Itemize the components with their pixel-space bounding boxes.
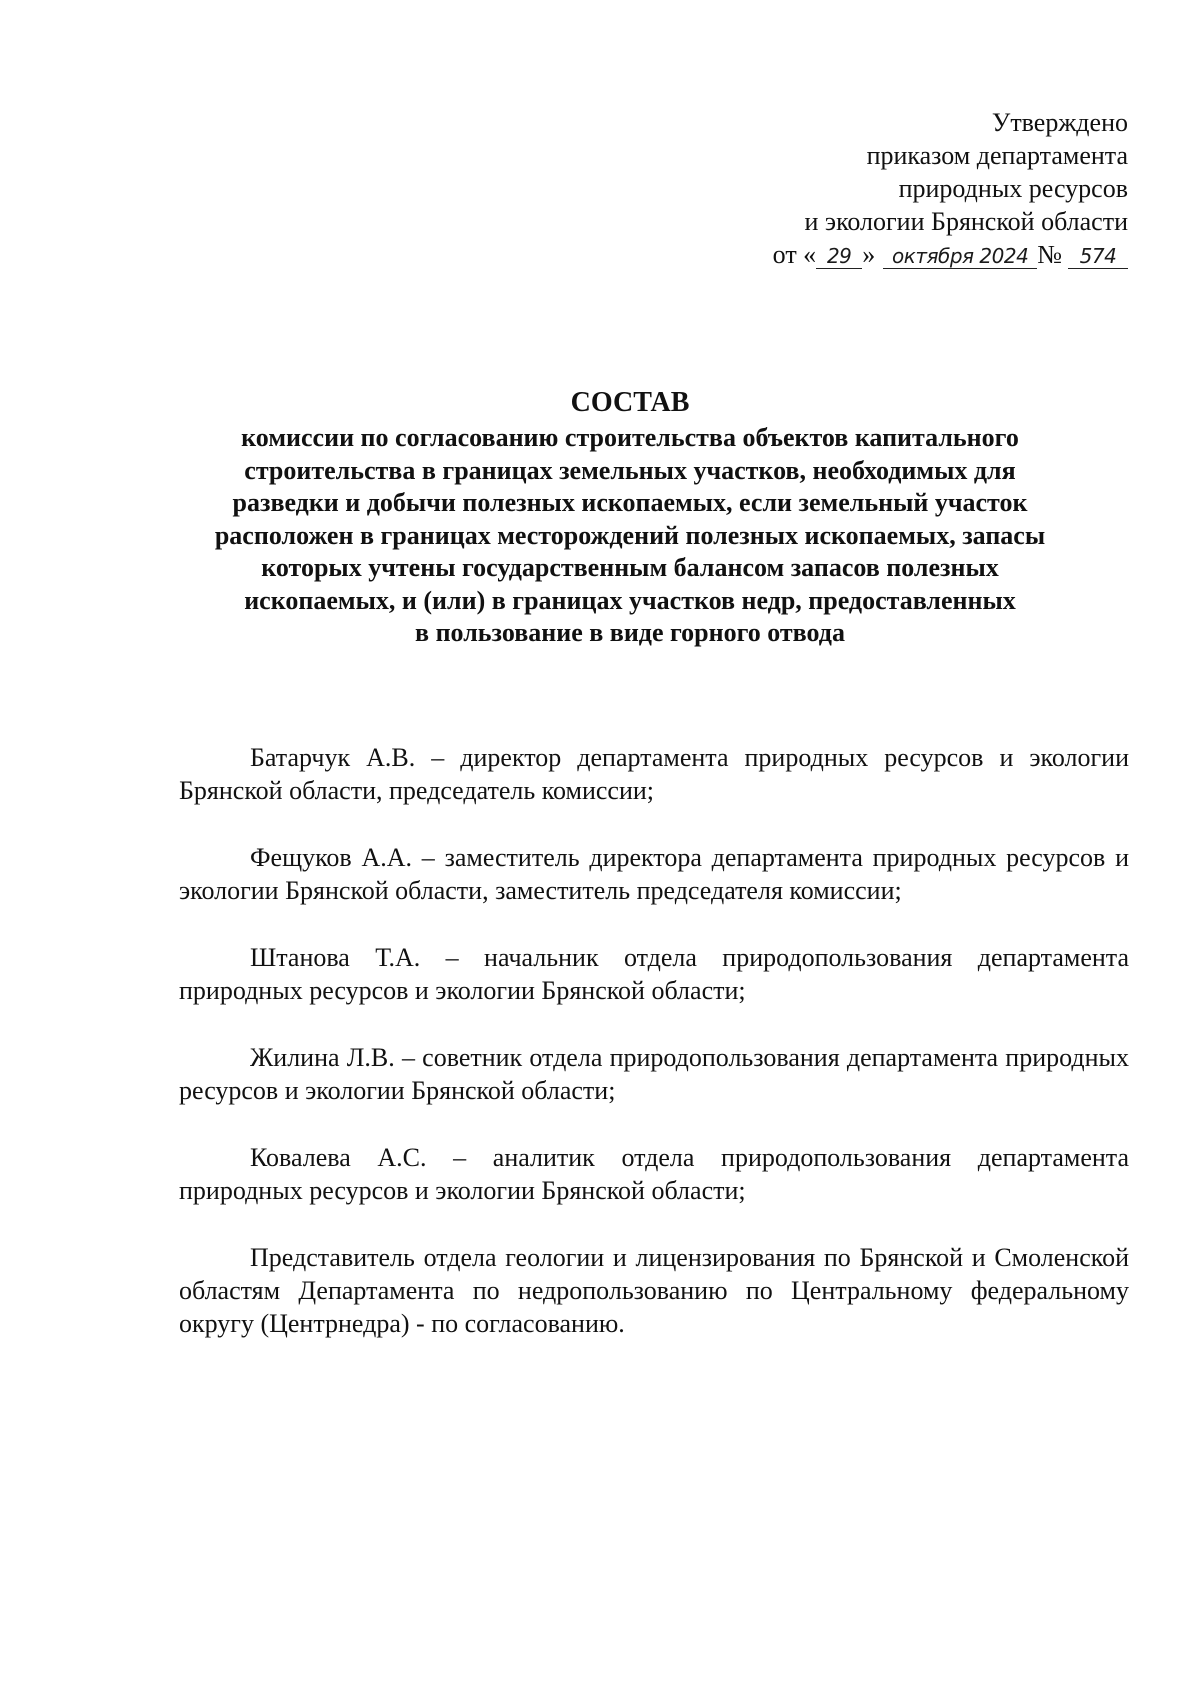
approval-block <box>608 106 1128 271</box>
subtitle-line: строительства в границах земельных участков, необходимых для <box>244 455 1016 485</box>
member-entry: Фещуков А.А. – заместитель директора департамента природных ресурсов и экологии Брянской области, заместитель председателя комиссии; <box>179 843 1129 905</box>
approval-line-4: и экологии Брянской области <box>804 207 1128 236</box>
subtitle-line: разведки и добычи полезных ископаемых, если земельный участок <box>232 488 1028 517</box>
handwritten-day: 29 <box>816 244 862 269</box>
approval-line-1: Утверждено <box>991 108 1128 137</box>
member-entry: Представитель отдела геологии и лицензирования по Брянской и Смоленской областям Департамента по недропользованию по Центральному федеральному округу (Центрнедра) - по согласованию. <box>179 1243 1129 1338</box>
subtitle-line: которых учтены государственным балансом запасов полезных <box>261 553 999 582</box>
subtitle-line: комиссии по согласованию строительства объектов капитального <box>241 423 1019 452</box>
number-prefix: № <box>1037 240 1062 269</box>
subtitle-line: в пользование в виде горного отвода <box>415 618 845 647</box>
approval-line-2: приказом департамента <box>866 141 1128 170</box>
subtitle-line: ископаемых, и (или) в границах участков недр, предоставленных <box>244 585 1016 615</box>
title-heading: СОСТАВ <box>570 387 690 418</box>
approval-line-3: природных ресурсов <box>898 174 1128 203</box>
date-mid: » <box>862 240 876 269</box>
subtitle-line: расположен в границах месторождений полезных ископаемых, запасы <box>214 520 1046 550</box>
handwritten-month-year: октября 2024 <box>883 244 1037 269</box>
commission-members-list <box>179 741 1129 1340</box>
approval-date-line <box>608 238 1128 271</box>
document-title <box>150 386 1110 650</box>
member-entry: Штанова Т.А. – начальник отдела природопользования департамента природных ресурсов и экологии Брянской области; <box>179 943 1129 1005</box>
date-prefix: от « <box>772 240 817 269</box>
handwritten-order-number: 574 <box>1068 244 1128 269</box>
member-entry: Батарчук А.В. – директор департамента природных ресурсов и экологии Брянской области, председатель комиссии; <box>179 743 1129 805</box>
member-entry: Жилина Л.В. – советник отдела природопользования департамента природных ресурсов и экологии Брянской области; <box>179 1043 1129 1105</box>
title-subtitle <box>150 422 1110 650</box>
member-entry: Ковалева А.С. – аналитик отдела природопользования департамента природных ресурсов и экологии Брянской области; <box>179 1143 1129 1205</box>
